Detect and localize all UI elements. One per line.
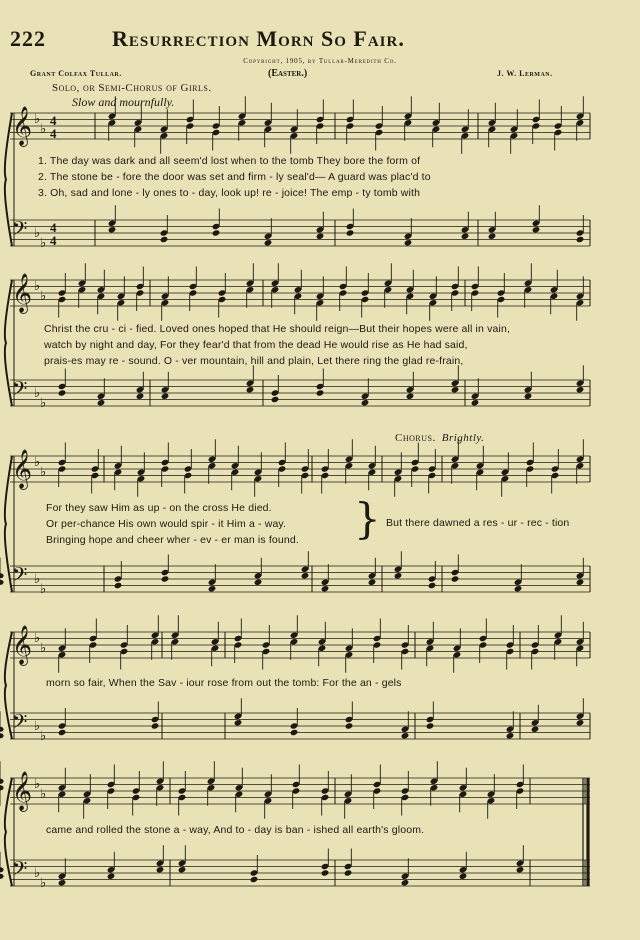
note-head <box>58 879 67 886</box>
note-head <box>151 722 160 729</box>
lyric-line-chorus: But there dawned a res - ur - rec - tion <box>386 517 570 529</box>
note-head <box>0 867 4 872</box>
flat-sign: ♭ <box>34 386 41 401</box>
note-head <box>114 582 123 589</box>
treble-clef: 𝄞 <box>12 106 33 146</box>
lyric-line-verse3: 3. Oh, sad and lone - ly ones to - day, look up! re - joice! The emp - ty tomb with <box>38 187 421 199</box>
note-head <box>524 393 533 400</box>
system-brace <box>5 632 12 739</box>
note-head <box>361 399 370 406</box>
note-head <box>428 582 437 589</box>
bass-clef: 𝄢 <box>12 377 28 405</box>
flat-sign: ♭ <box>34 112 41 127</box>
lyric-line-verse1: 1. The day was dark and all seem'd lost when to the tomb They bore the form of <box>38 155 421 167</box>
bass-clef: 𝄢 <box>12 857 28 885</box>
note-head <box>401 879 410 886</box>
lyric-line-verse3: prais-es may re - sound. O - ver mountain, hill and plain, Let there ring the glad re-frain, <box>44 355 464 367</box>
note-head <box>471 399 480 406</box>
flat-sign: ♭ <box>34 226 41 241</box>
note-head <box>576 236 585 243</box>
note-head <box>368 579 377 586</box>
flat-sign: ♭ <box>40 787 47 802</box>
note-head <box>254 579 263 586</box>
hymn-title: Resurrection Morn So Fair. <box>112 26 405 51</box>
note-head <box>160 236 169 243</box>
flat-sign: ♭ <box>40 396 47 411</box>
lyric-line-chorus: morn so fair, When the Sav - iour rose from out the tomb: For the an - gels <box>46 677 402 689</box>
note-head <box>0 573 4 578</box>
note-head <box>401 732 410 739</box>
time-signature: 4 <box>50 233 57 248</box>
music-credit: J. W. Lerman. <box>497 69 553 78</box>
note-head <box>316 389 325 396</box>
tempo-marking: Slow and mournfully. <box>72 95 175 109</box>
treble-clef: 𝄞 <box>12 771 33 811</box>
system-brace <box>5 456 12 592</box>
lyric-line-verse1: For they saw Him as up - on the cross He died. <box>46 502 272 514</box>
flat-sign: ♭ <box>40 876 47 891</box>
flat-sign: ♭ <box>40 582 47 597</box>
note-head <box>161 575 170 582</box>
bass-clef: 𝄢 <box>12 710 28 738</box>
flat-sign: ♭ <box>40 236 47 251</box>
flat-sign: ♭ <box>40 465 47 480</box>
note-head <box>404 239 413 246</box>
treble-clef: 𝄞 <box>12 273 33 313</box>
note-head <box>516 866 525 873</box>
note-head <box>136 393 145 400</box>
note-head <box>0 733 4 738</box>
note-head <box>246 386 255 393</box>
bass-clef: 𝄢 <box>12 563 28 591</box>
treble-clef: 𝄞 <box>12 449 33 489</box>
lyric-line-verse2: watch by night and day, For they fear'd that from the dead He would rise as He had said, <box>44 339 468 351</box>
flat-sign: ♭ <box>40 122 47 137</box>
time-signature: 4 <box>50 220 57 235</box>
time-signature: 4 <box>50 113 57 128</box>
flat-sign: ♭ <box>34 866 41 881</box>
system-brace <box>5 280 12 406</box>
note-head <box>345 722 354 729</box>
copyright-line: Copyright, 1905, by Tullar-Meredith Co. <box>243 57 397 65</box>
flat-sign: ♭ <box>34 719 41 734</box>
lyric-line-chorus: came and rolled the stone a - way, And to - day is ban - ished all earth's gloom. <box>46 824 425 836</box>
note-head <box>344 869 353 876</box>
words-credit: Grant Colfax Tullar. <box>30 69 122 78</box>
bass-clef: 𝄢 <box>12 217 28 245</box>
note-head <box>0 874 4 879</box>
note-head <box>316 233 325 240</box>
note-head <box>406 393 415 400</box>
note-head <box>271 396 280 403</box>
flat-sign: ♭ <box>34 455 41 470</box>
note-head <box>212 229 221 236</box>
note-head <box>107 873 116 880</box>
lyric-line-verse1: Christ the cru - ci - fied. Loved ones hoped that He should reign—But their hopes were all in vain, <box>44 323 511 335</box>
note-head <box>514 585 523 592</box>
system-brace <box>5 113 12 246</box>
flat-sign: ♭ <box>34 572 41 587</box>
flat-sign: ♭ <box>34 631 41 646</box>
chorus-tempo: Brightly. <box>441 432 485 444</box>
note-head <box>290 729 299 736</box>
note-head <box>250 876 259 883</box>
note-head <box>108 226 117 233</box>
treble-clef: 𝄞 <box>12 625 33 665</box>
note-head <box>301 572 310 579</box>
lyric-line-verse2: Or per-chance His own would spir - it Him a - way. <box>46 518 287 530</box>
note-head <box>0 727 4 732</box>
note-head <box>576 579 585 586</box>
note-head <box>321 585 330 592</box>
note-head <box>161 393 170 400</box>
note-head <box>58 729 67 736</box>
chorus-label: Chorus. <box>395 432 436 444</box>
note-head <box>426 722 435 729</box>
time-signature: 4 <box>50 126 57 141</box>
note-head <box>264 239 273 246</box>
note-head <box>346 229 355 236</box>
note-head <box>58 389 67 396</box>
flat-sign: ♭ <box>40 289 47 304</box>
page-number: 222 <box>10 26 46 51</box>
note-head <box>321 869 330 876</box>
note-head <box>576 719 585 726</box>
note-head <box>576 386 585 393</box>
note-head <box>532 226 541 233</box>
system-brace <box>5 778 12 886</box>
note-head <box>394 572 403 579</box>
note-head <box>234 719 243 726</box>
note-head <box>97 399 106 406</box>
flat-sign: ♭ <box>40 729 47 744</box>
note-head <box>156 866 165 873</box>
occasion-label: (Easter.) <box>268 68 308 79</box>
note-head <box>0 785 4 790</box>
note-head <box>0 779 4 784</box>
performance-direction: Solo, or Semi-Chorus of Girls. <box>52 82 212 94</box>
note-head <box>451 575 460 582</box>
lyric-line-verse3: Bringing hope and cheer wher - ev - er man is found. <box>46 534 299 546</box>
verse-brace: } <box>354 494 381 543</box>
note-head <box>461 233 470 240</box>
flat-sign: ♭ <box>34 777 41 792</box>
lyric-line-verse2: 2. The stone be - fore the door was set and firm - ly seal'd— A guard was plac'd to <box>38 171 431 183</box>
note-head <box>451 386 460 393</box>
note-head <box>178 866 187 873</box>
note-head <box>459 873 468 880</box>
flat-sign: ♭ <box>34 279 41 294</box>
note-head <box>0 580 4 585</box>
note-head <box>208 585 217 592</box>
flat-sign: ♭ <box>40 641 47 656</box>
note-head <box>506 732 515 739</box>
note-head <box>531 726 540 733</box>
note-head <box>488 233 497 240</box>
